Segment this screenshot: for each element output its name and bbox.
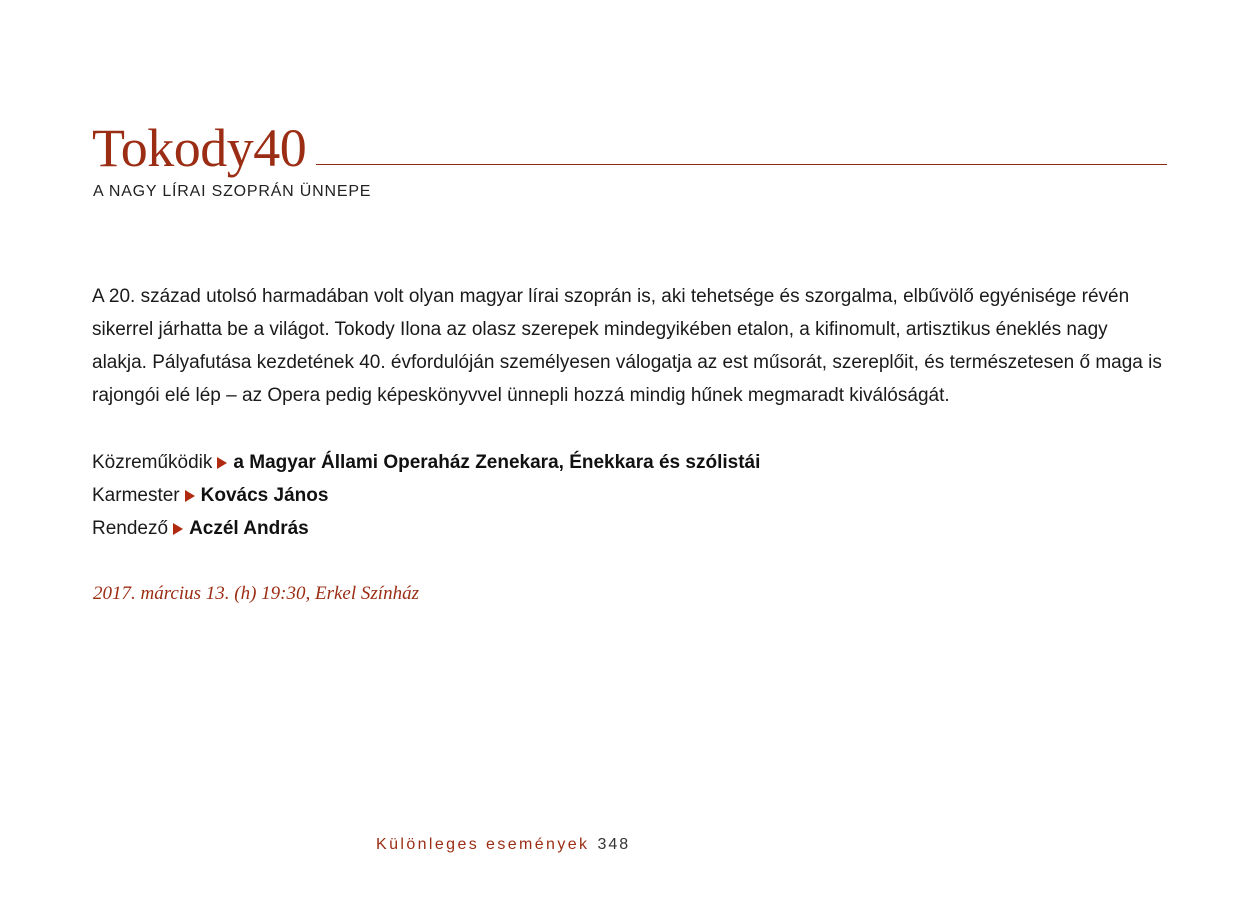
page-footer: [376, 836, 630, 854]
title-rule: [316, 164, 1167, 165]
event-date-venue: 2017. március 13. (h) 19:30, Erkel Színház: [93, 583, 419, 604]
triangle-arrow-icon: [173, 523, 183, 535]
triangle-arrow-icon: [217, 457, 227, 469]
page-title: Tokody40: [92, 118, 307, 178]
page-number: 348: [597, 836, 631, 853]
title-row: [92, 118, 1167, 178]
credit-name: a Magyar Állami Operaház Zenekara, Énekkara és szólistái: [233, 452, 761, 473]
credit-name: Aczél András: [189, 518, 309, 539]
page-subtitle: A NAGY LÍRAI SZOPRÁN ÜNNEPE: [93, 183, 372, 200]
credit-role: Karmester: [92, 485, 180, 506]
credit-role: Rendező: [92, 518, 169, 539]
description-line: alakja. Pályafutása kezdetének 40. évfordulóján személyesen válogatja az est műsorát, szereplőit, és természetesen ő maga is: [92, 352, 1162, 373]
credit-row-conductor: [92, 479, 760, 512]
description-line: A 20. század utolsó harmadában volt olyan magyar lírai szoprán is, aki tehetsége és szorgalma, elbűvölő egyénisége révén: [92, 286, 1130, 307]
credit-name: Kovács János: [200, 485, 329, 506]
description-paragraph: [92, 280, 1167, 412]
credits-list: [92, 446, 760, 545]
footer-section-title: Különleges események: [376, 836, 590, 853]
description-line: rajongói elé lép – az Opera pedig képeskönyvvel ünnepli hozzá mindig hűnek megmaradt kiválóságát.: [92, 385, 950, 406]
credit-row-performers: [92, 446, 760, 479]
description-line: sikerrel járhatta be a világot. Tokody Ilona az olasz szerepek mindegyikében etalon, a kifinomult, artisztikus éneklés nagy: [92, 319, 1108, 340]
triangle-arrow-icon: [185, 490, 195, 502]
credit-row-director: [92, 512, 760, 545]
credit-role: Közreműködik: [92, 452, 213, 473]
